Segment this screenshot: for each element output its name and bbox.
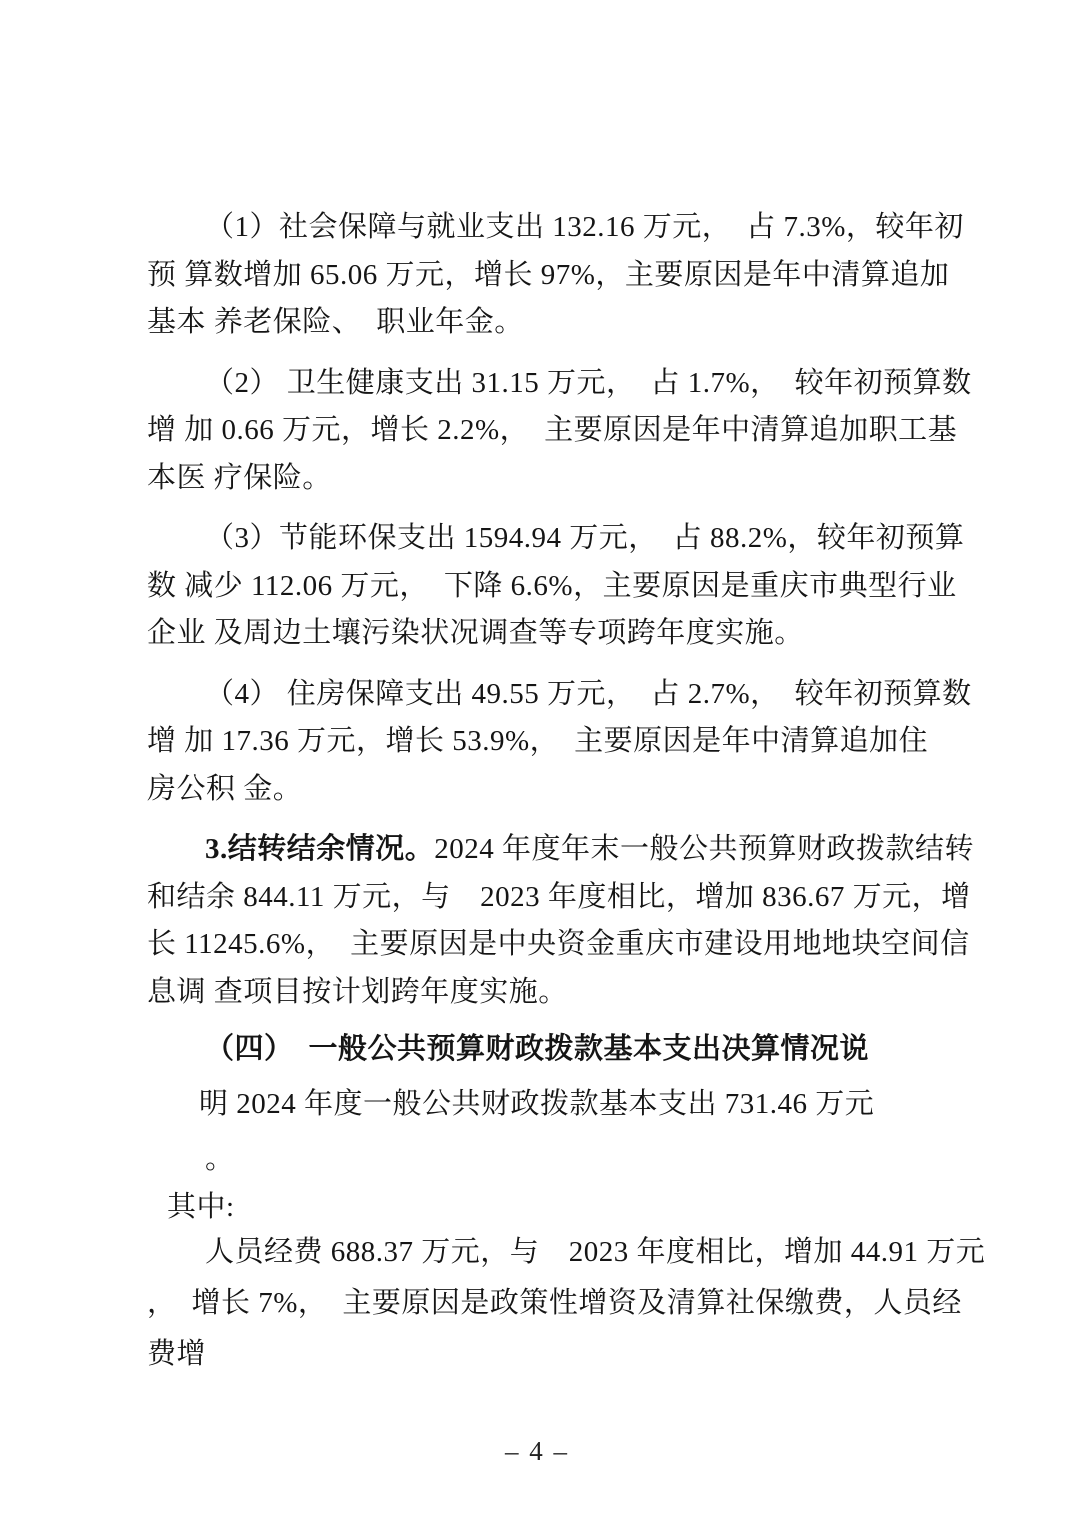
body-text: 本医 疗保险。 [147, 461, 332, 494]
body-text: 长 11245.6%， 主要原因是中央资金重庆市建设用地地块空间信 [147, 928, 970, 960]
text-line [147, 360, 972, 408]
text-line [147, 671, 972, 719]
paragraph-social-security-expense [147, 204, 963, 347]
text-line [147, 563, 963, 611]
paragraph-carryover-balance [147, 826, 975, 1016]
body-text: （1）社会保障与就业支出 132.16 万元， 占 7.3%，较年初 [205, 211, 964, 243]
bold-text: 3.结转结余情况。 [205, 833, 435, 865]
paragraph-among-which [147, 1187, 963, 1227]
page-number: – 4 – [505, 1436, 569, 1466]
text-line [147, 1132, 963, 1187]
text-line [147, 610, 963, 658]
text-line [147, 1329, 963, 1380]
body-text: ， 增长 7%， 主要原因是政策性增资及清算社保缴费，人员经 [147, 1287, 962, 1319]
text-line [147, 204, 963, 252]
body-text: 增 加 0.66 万元，增长 2.2%， 主要原因是年中清算追加职工基 [147, 414, 958, 446]
body-text: 预 算数增加 65.06 万元，增长 97%，主要原因是年中清算追加 [147, 258, 950, 291]
paragraph-health-expense [147, 360, 972, 503]
paragraph-energy-environment-expense [147, 515, 963, 658]
text-line [147, 1022, 963, 1077]
text-line [147, 1077, 963, 1132]
document-content [147, 204, 986, 1380]
text-line [147, 1227, 986, 1278]
text-line [147, 766, 963, 814]
page-footer [0, 1436, 1074, 1467]
paragraph-personnel-expense [147, 1227, 986, 1380]
body-text: 企业 及周边土壤污染状况调查等专项跨年度实施。 [147, 617, 804, 649]
text-line [147, 515, 963, 563]
text-line [147, 455, 963, 503]
paragraph-housing-expense [147, 671, 972, 814]
text-line [147, 1278, 963, 1329]
body-text: （4） 住房保障支出 49.55 万元， 占 2.7%， 较年初预算数 [205, 677, 972, 710]
body-text: 房公积 金。 [147, 772, 303, 805]
body-text: （3）节能环保支出 1594.94 万元， 占 88.2%，较年初预算 [205, 522, 965, 554]
text-line [147, 252, 963, 300]
body-text: 。 [205, 1143, 235, 1175]
bold-text: （四） 一般公共预算财政拨款基本支出决算情况说 [205, 1033, 870, 1065]
text-line [147, 874, 971, 922]
text-line [147, 407, 963, 455]
body-text: 人员经费 688.37 万元，与 2023 年度相比，增加 44.91 万元 [205, 1236, 986, 1268]
body-text: 基本 养老保险、 职业年金。 [147, 306, 524, 338]
text-line [147, 1187, 963, 1227]
body-text: 2024 年度年末一般公共预算财政拨款结转 [434, 833, 975, 865]
text-line [147, 299, 963, 347]
body-text: 其中: [167, 1191, 235, 1223]
body-text: 明 2024 年度一般公共财政拨款基本支出 731.46 万元 [199, 1088, 875, 1120]
text-line [147, 969, 963, 1017]
body-text: （2） 卫生健康支出 31.15 万元， 占 1.7%， 较年初预算数 [205, 366, 972, 399]
body-text: 增 加 17.36 万元，增长 53.9%， 主要原因是年中清算追加住 [147, 725, 929, 757]
body-text: 息调 查项目按计划跨年度实施。 [147, 975, 568, 1008]
body-text: 数 减少 112.06 万元， 下降 6.6%，主要原因是重庆市典型行业 [147, 569, 957, 602]
body-text: 和结余 844.11 万元，与 2023 年度相比，增加 836.67 万元，增 [147, 880, 971, 913]
text-line [147, 718, 963, 766]
text-line [147, 921, 970, 969]
text-line [147, 826, 975, 874]
paragraph-section4-basic-expense [147, 1022, 963, 1187]
body-text: 费增 [147, 1338, 207, 1370]
